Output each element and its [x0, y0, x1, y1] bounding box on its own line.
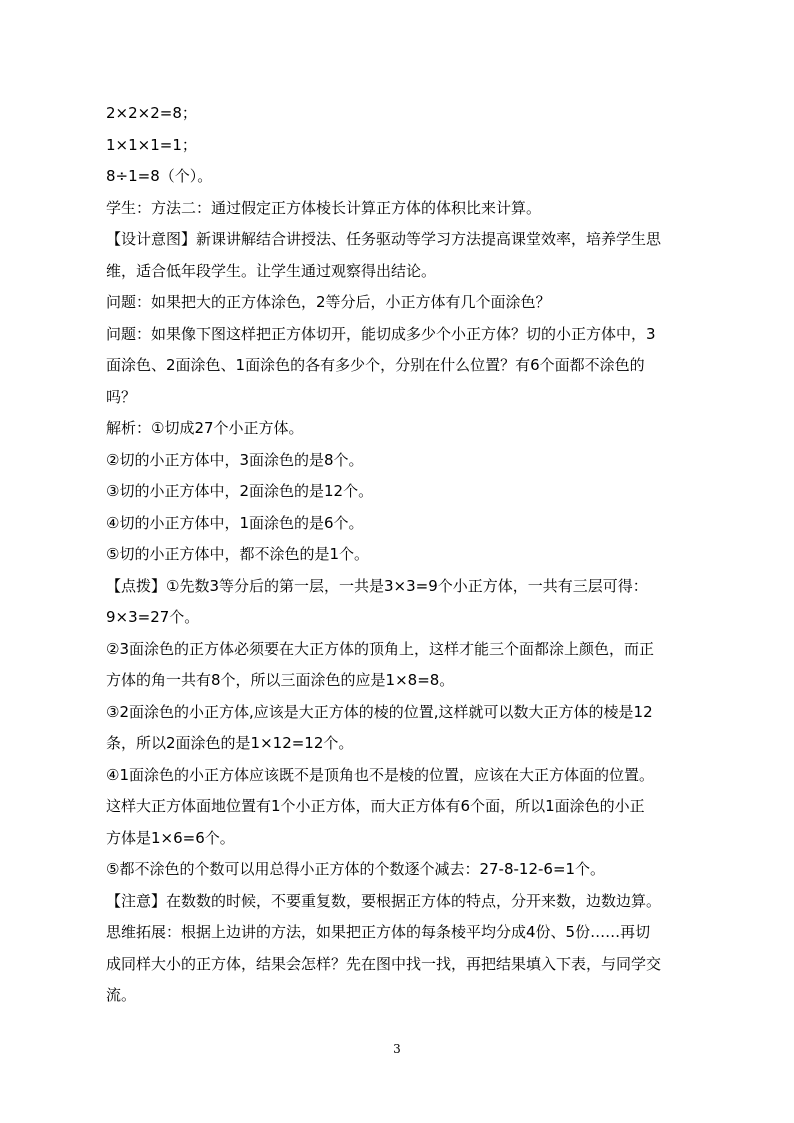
text-line: 问题：如果像下图这样把正方体切开，能切成多少个小正方体？切的小正方体中，3 [106, 324, 656, 343]
page-number: 3 [393, 1042, 401, 1056]
document-body [106, 98, 706, 1012]
text-line: ②3面涂色的正方体必须要在大正方体的顶角上，这样才能三个面都涂上颜色，而正 [106, 639, 654, 658]
text-line: 问题：如果把大的正方体涂色，2等分后，小正方体有几个面涂色？ [106, 293, 551, 311]
text-line: ②切的小正方体中，3面涂色的是8个。 [106, 450, 364, 469]
text-line: ④切的小正方体中，1面涂色的是6个。 [106, 513, 364, 532]
text-line: 吗？ [106, 387, 137, 406]
text-line: 1×1×1=1； [106, 135, 197, 154]
text-line: ③切的小正方体中，2面涂色的是12个。 [106, 482, 374, 500]
text-line: 学生：方法二：通过假定正方体棱长计算正方体的体积比来计算。 [106, 198, 542, 217]
text-line: 思维拓展：根据上边讲的方法，如果把正方体的每条棱平均分成4份、5份……再切 [106, 923, 651, 941]
text-line: 条，所以2面涂色的是1×12=12个。 [106, 734, 354, 752]
text-line: 这样大正方体面地位置有1个小正方体，而大正方体有6个面，所以1面涂色的小正 [106, 797, 645, 815]
text-line: 2×2×2=8； [106, 104, 197, 122]
text-line: 面涂色、2面涂色、1面涂色的各有多少个，分别在什么位置？有6个面都不涂色的 [106, 356, 645, 374]
text-line: ③2面涂色的小正方体,应该是大正方体的棱的位置,这样就可以数大正方体的棱是12 [106, 702, 653, 721]
text-line: ⑤都不涂色的个数可以用总得小正方体的个数逐个减去：27-8-12-6=1个。 [106, 860, 606, 878]
text-line: 方体的角一共有8个，所以三面涂色的应是1×8=8。 [106, 671, 455, 689]
text-line: 【设计意图】新课讲解结合讲授法、任务驱动等学习方法提高课堂效率，培养学生思 [106, 230, 662, 248]
text-line: ⑤切的小正方体中，都不涂色的是1个。 [106, 545, 369, 563]
text-line: 9×3=27个。 [106, 608, 200, 626]
text-line: 成同样大小的正方体，结果会怎样？先在图中找一找，再把结果填入下表，与同学交 [106, 954, 662, 973]
text-line: 维，适合低年段学生。让学生通过观察得出结论。 [106, 261, 437, 280]
text-line: 方体是1×6=6个。 [106, 828, 235, 847]
text-line: 8÷1=8（个）。 [106, 167, 213, 185]
text-line: 【点拨】①先数3等分后的第一层，一共是3×3=9个小正方体，一共有三层可得： [106, 576, 648, 595]
text-line: 解析：①切成27个小正方体。 [106, 419, 304, 437]
text-line: ④1面涂色的小正方体应该既不是顶角也不是棱的位置，应该在大正方体面的位置。 [106, 765, 654, 784]
text-line: 流。 [106, 986, 137, 1004]
text-line: 【注意】在数数的时候，不要重复数，要根据正方体的特点，分开来数，边数边算。 [106, 891, 662, 910]
